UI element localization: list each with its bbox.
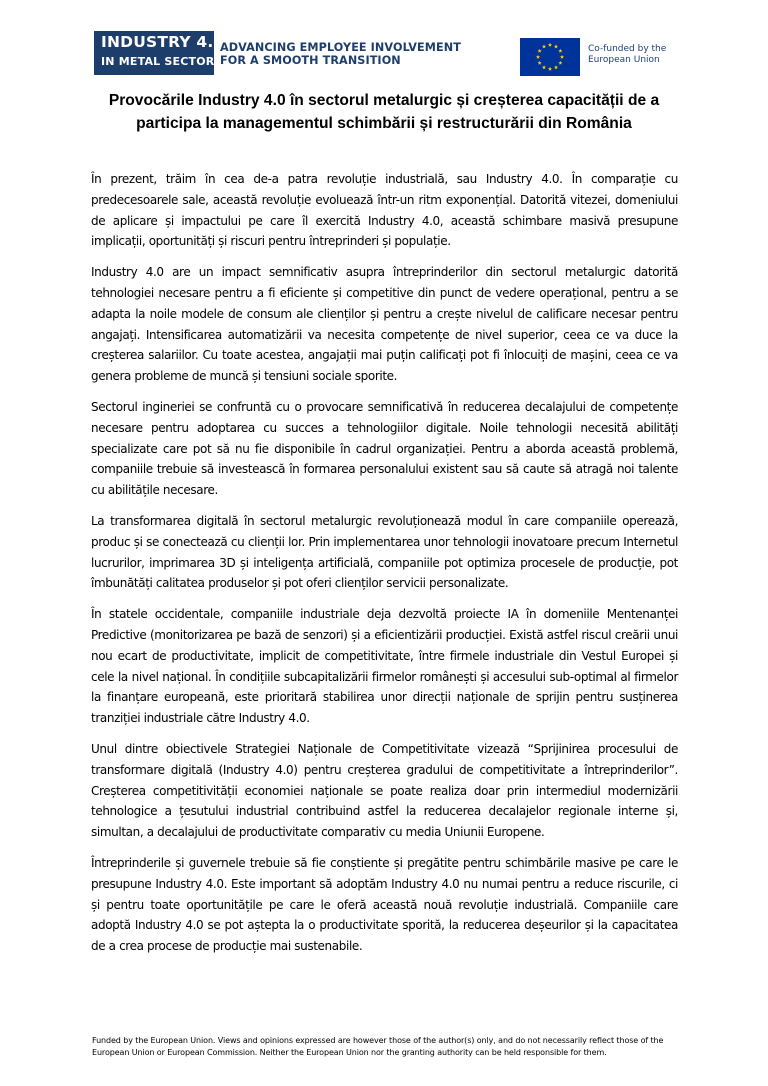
project-logo	[94, 31, 225, 75]
logo-line-2: IN METAL SECTOR	[101, 54, 215, 68]
paragraph: În prezent, trăim în cea de-a patra revoluție industrială, sau Industry 4.0. În comparație cu predecesoarele sale, această revoluție evoluează într-un ritm exponențial. Datorită vitezei, domeniului de aplicare și impactului pe care îl exercită Industry 4.0, această schimbare masivă presupune implicații, oportunități și riscuri pentru întreprinderi și populație.	[91, 172, 678, 249]
paragraph: Unul dintre obiectivele Strategiei Naționale de Competitivitate vizează “Sprijinirea procesului de transformare digitală (Industry 4.0) pentru creșterea gradului de competitivitate a întreprinderilor”. Creșterea competitivității economiei naționale se poate realiza doar prin intermediul modernizării tehnologice a țesutului industrial contribuind astfel la reducerea decalajelor regionale interne și, simultan, a decalajului de productivitate comparativ cu media Uniunii Europene.	[91, 741, 678, 840]
eu-label-line-2: European Union	[588, 55, 660, 65]
eu-label-line-1: Co-funded by the	[588, 44, 667, 54]
title-line-1: Provocările Industry 4.0 în sectorul metalurgic și creșterea capacității de a	[108, 92, 660, 109]
tagline-line-1: ADVANCING EMPLOYEE INVOLVEMENT	[220, 41, 461, 54]
funding-disclaimer: Funded by the European Union. Views and opinions expressed are however those of the author(s) only, and do not necessarily reflect those of the European Union or European Commission. Neither the European Union nor the granting authority can be held responsible for them.	[92, 1036, 664, 1057]
document-body	[91, 169, 678, 967]
tagline-line-2: FOR A SMOOTH TRANSITION	[220, 53, 401, 67]
document-title	[90, 89, 678, 135]
eu-funding-label	[588, 44, 666, 66]
eu-flag-icon	[520, 38, 580, 76]
paragraph: Sectorul ingineriei se confruntă cu o provocare semnificativă în reducerea decalajului de competențe necesare pentru adoptarea cu succes a tehnologiilor digitale. Noile tehnologii necesită abilități specializate care pot să nu fie disponibile în cadrul organizației. Pentru a aborda această problemă, companiile trebuie să investească în formarea personalului existent sau să caute să atragă noi talente cu abilitățile necesare.	[91, 399, 678, 498]
paragraph: Industry 4.0 are un impact semnificativ asupra întreprinderilor din sectorul metalurgic datorită tehnologiei necesare pentru a fi eficiente și competitive din punct de vedere operațional, pentru a se adapta la noile modele de consum ale clienților și pentru a crește nivelul de calificare necesar pentru angajați. Intensificarea automatizării va necesita competențe de nivel superior, ceea ce va duce la creșterea salariilor. Cu toate acestea, angajații mai puțin calificați pot fi înlocuiți de mașini, ceea ce va genera probleme de muncă și tensiuni sociale sporite.	[91, 265, 678, 384]
paragraph: În statele occidentale, companiile industriale deja dezvoltă proiecte IA în domeniile Mentenanței Predictive (monitorizarea pe bază de senzori) și a eficientizării producției. Există astfel riscul creării unui nou ecart de productivitate, implicit de competitivitate, între firmele industriale din Vestul Europei și cele la nivel național. În condițiile subcapitalizării firmelor românești și accesului sub-optimal al firmelor la finanțare europeană, este prioritară stabilirea unor direcții naționale de sprijin pentru susținerea tranziției industriale către Industry 4.0.	[91, 607, 678, 726]
page-header	[0, 0, 768, 80]
logo-line-1: INDUSTRY 4.0	[101, 33, 225, 51]
title-line-2: participa la managementul schimbării și restructurării din România	[136, 115, 632, 132]
project-tagline	[220, 42, 461, 67]
paragraph: Întreprinderile și guvernele trebuie să fie conștiente și pregătite pentru schimbările masive pe care le presupune Industry 4.0. Este important să adoptăm Industry 4.0 nu numai pentru a reduce riscurile, ci și pentru toate oportunitățile pe care le oferă această nouă revoluție industrială. Companiile care adoptă Industry 4.0 se pot aștepta la o productivitate sporită, la reducerea deșeurilor și la capacitatea de a crea procese de producție mai sustenabile.	[91, 855, 678, 954]
paragraph: La transformarea digitală în sectorul metalurgic revoluționează modul în care companiile operează, produc și se conectează cu clienții lor. Prin implementarea unor tehnologii inovatoare precum Internetul lucrurilor, imprimarea 3D și inteligența artificială, companiile pot optimiza procesele de producție, pot îmbunătăți calitatea produselor și pot oferi clienților servicii personalizate.	[91, 513, 678, 591]
